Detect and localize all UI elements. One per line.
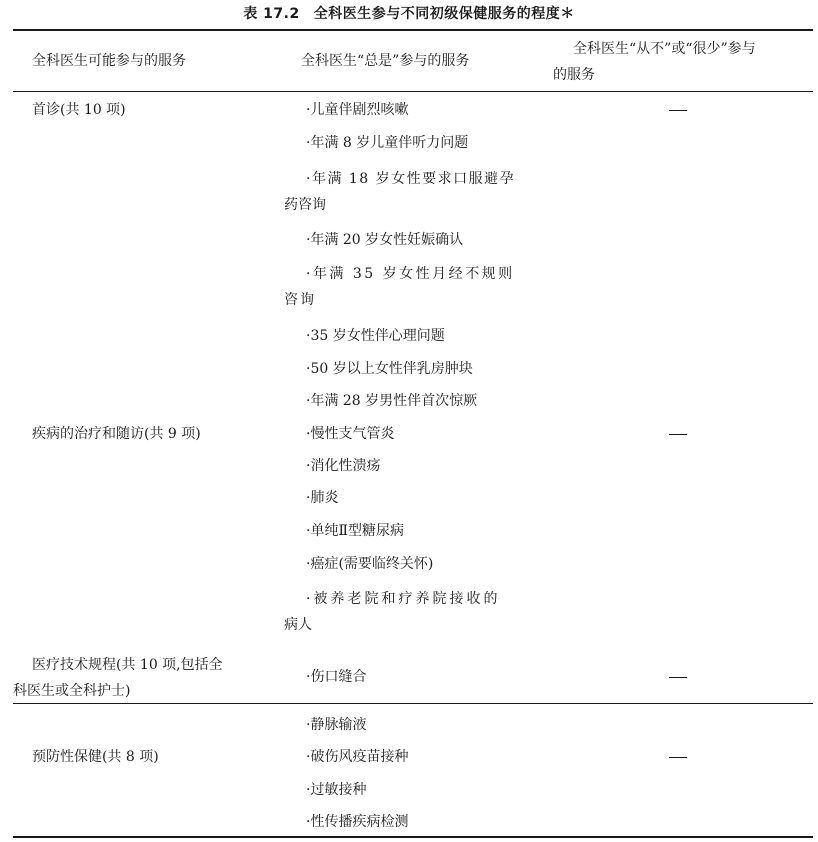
list-item-continuation: 咨询 bbox=[284, 292, 316, 308]
never-rarely-dash bbox=[669, 110, 687, 111]
list-item: ·50 岁以上女性伴乳房肿块 bbox=[306, 361, 473, 377]
table-caption bbox=[0, 3, 818, 23]
list-item: ·慢性支气管炎 bbox=[306, 426, 395, 442]
row-rule bbox=[13, 703, 813, 704]
category-preventive-care: 预防性保健(共 8 项) bbox=[32, 749, 159, 765]
list-item-continuation: 病人 bbox=[284, 617, 312, 633]
list-item: ·年满 35 岁女性月经不规则 bbox=[306, 266, 515, 282]
category-first-visit: 首诊(共 10 项) bbox=[32, 102, 126, 118]
table-title: 全科医生参与不同初级保健服务的程度＊ bbox=[313, 6, 575, 22]
list-item: ·年满 28 岁男性伴首次惊厥 bbox=[306, 393, 478, 409]
category-procedures-line1: 医疗技术规程(共 10 项,包括全 bbox=[32, 657, 223, 673]
list-item: ·过敏接种 bbox=[306, 782, 367, 798]
list-item: ·癌症(需要临终关怀) bbox=[306, 556, 434, 572]
list-item: ·伤口缝合 bbox=[306, 669, 367, 685]
list-item: ·肺炎 bbox=[306, 490, 339, 506]
list-item: ·单纯Ⅱ型糖尿病 bbox=[306, 523, 404, 539]
bottom-rule bbox=[13, 836, 813, 838]
category-procedures-line2: 科医生或全科护士) bbox=[13, 683, 131, 699]
header-col1: 全科医生可能参与的服务 bbox=[32, 53, 186, 69]
list-item: ·年满 20 岁女性妊娠确认 bbox=[306, 232, 464, 248]
category-treatment-followup: 疾病的治疗和随访(共 9 项) bbox=[32, 426, 201, 442]
table-number: 表 17.2 bbox=[243, 6, 300, 22]
never-rarely-dash bbox=[669, 677, 687, 678]
header-col2: 全科医生“总是”参与的服务 bbox=[301, 53, 470, 69]
list-item: ·年满 18 岁女性要求口服避孕 bbox=[306, 171, 516, 187]
list-item: ·性传播疾病检测 bbox=[306, 814, 409, 830]
list-item: ·消化性溃疡 bbox=[306, 458, 381, 474]
top-rule bbox=[13, 29, 813, 31]
list-item: ·被养老院和疗养院接收的 bbox=[306, 591, 501, 607]
list-item: ·破伤风疫苗接种 bbox=[306, 749, 409, 765]
never-rarely-dash bbox=[669, 434, 687, 435]
list-item: ·年满 8 岁儿童伴听力问题 bbox=[306, 135, 469, 151]
list-item-continuation: 药咨询 bbox=[284, 197, 326, 213]
never-rarely-dash bbox=[669, 757, 687, 758]
header-col3-line1: 全科医生“从不”或“很少”参与 bbox=[573, 41, 756, 57]
list-item: ·35 岁女性伴心理问题 bbox=[306, 328, 445, 344]
header-col3-line2: 的服务 bbox=[553, 67, 595, 83]
list-item: ·儿童伴剧烈咳嗽 bbox=[306, 102, 409, 118]
header-rule bbox=[13, 91, 813, 92]
list-item: ·静脉输液 bbox=[306, 717, 367, 733]
